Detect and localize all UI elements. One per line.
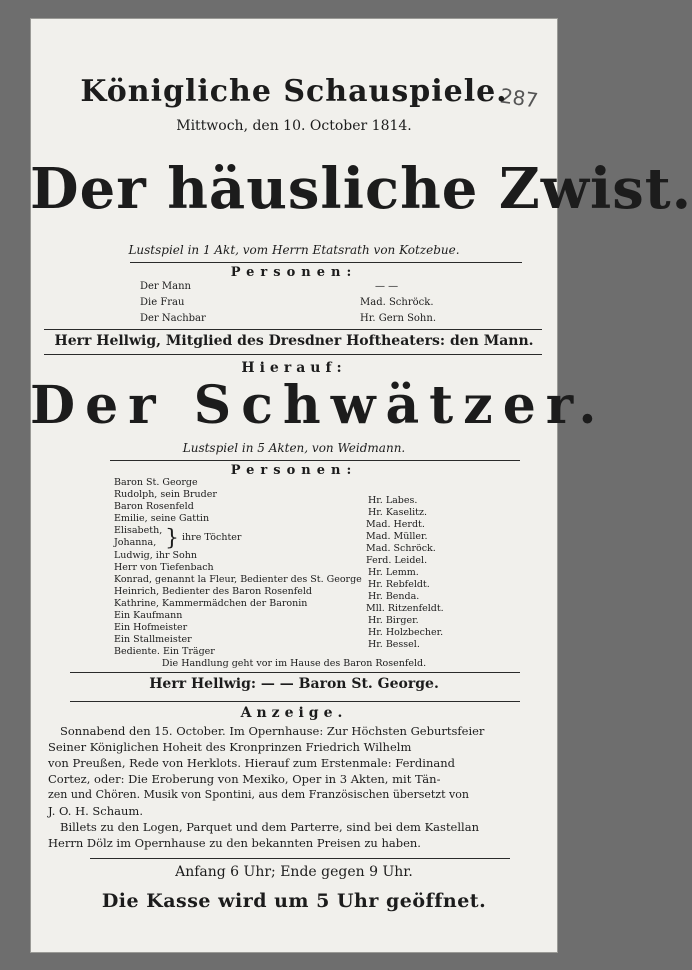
- cast-role: Bediente. Ein Träger: [114, 646, 215, 657]
- anzeige-line: J. O. H. Schaum.: [48, 804, 143, 818]
- hierauf-label: Hierauf:: [241, 360, 347, 376]
- rule: [90, 858, 510, 859]
- cast-role: Rudolph, sein Bruder: [114, 489, 217, 500]
- play1-guest-line: Herr Hellwig, Mitglied des Dresdner Hoftheaters: den Mann.: [54, 333, 534, 349]
- anzeige-line: Herrn Dölz im Opernhause zu den bekannten Preisen zu haben.: [48, 836, 421, 850]
- play2-title: Der Schwätzer.: [30, 375, 607, 436]
- cast-role: Ein Kaufmann: [114, 610, 183, 621]
- cast-role: Baron St. George: [114, 477, 198, 488]
- cast-actor: Hr. Holzbecher.: [368, 627, 444, 638]
- rule: [110, 460, 520, 461]
- cast-actor: Hr. Lemm.: [368, 567, 419, 578]
- theatre-name: Königliche Schauspiele.: [80, 74, 508, 109]
- anzeige-line: zen und Chören. Musik von Spontini, aus dem Französischen übersetzt von: [48, 788, 469, 801]
- cast-actor: Mad. Schröck.: [366, 543, 436, 554]
- play2-personen-heading: Personen:: [230, 463, 358, 478]
- rule: [44, 329, 542, 330]
- date-line: Mittwoch, den 10. October 1814.: [176, 118, 412, 134]
- anzeige-line: Cortez, oder: Die Eroberung von Mexiko, Oper in 3 Akten, mit Tän-: [48, 772, 441, 786]
- anzeige-line: von Preußen, Rede von Herklots. Hierauf zum Erstenmale: Ferdinand: [48, 756, 455, 770]
- box-office-opening: Die Kasse wird um 5 Uhr geöffnet.: [101, 890, 487, 912]
- cast-role: Ein Hofmeister: [114, 622, 188, 633]
- cast-actor: Mad. Herdt.: [366, 519, 425, 530]
- cast-role: Baron Rosenfeld: [114, 501, 194, 512]
- cast-role: Konrad, genannt la Fleur, Bedienter des St. George: [114, 574, 362, 585]
- rule: [44, 354, 542, 355]
- cast-actor: Ferd. Leidel.: [366, 555, 428, 566]
- brace-glyph: }: [165, 526, 179, 551]
- cast-role: Der Mann: [140, 281, 191, 292]
- play1-personen-heading: Personen:: [230, 265, 358, 280]
- cast-role: Der Nachbar: [140, 313, 206, 324]
- playbill-sheet: [30, 18, 692, 953]
- play2-setting: Die Handlung geht vor im Hause des Baron Rosenfeld.: [161, 658, 427, 669]
- anzeige-heading: Anzeige.: [240, 705, 348, 721]
- cast-actor: Hr. Rebfeldt.: [368, 579, 430, 590]
- cast-actor: — —: [375, 281, 399, 292]
- cast-actor: Hr. Gern Sohn.: [360, 313, 436, 324]
- play2-guest-line: Herr Hellwig: — — Baron St. George.: [149, 676, 439, 692]
- anzeige-line: Seiner Königlichen Hoheit des Kronprinzen Friedrich Wilhelm: [48, 740, 412, 754]
- cast-role: Kathrine, Kammermädchen der Baronin: [114, 598, 308, 609]
- cast-actor: Hr. Bessel.: [368, 639, 420, 650]
- cast-role: Herr von Tiefenbach: [114, 562, 214, 573]
- anzeige-line: Billets zu den Logen, Parquet und dem Parterre, sind bei dem Kastellan: [60, 820, 479, 834]
- rule: [70, 672, 520, 673]
- cast-actor: Hr. Kaselitz.: [368, 507, 427, 518]
- play1-subtitle: Lustspiel in 1 Akt, vom Herrn Etatsrath von Kotzebue.: [128, 243, 460, 257]
- cast-actor: Mad. Müller.: [366, 531, 428, 542]
- cast-role: Ludwig, ihr Sohn: [114, 550, 197, 561]
- cast-role: Die Frau: [140, 297, 185, 308]
- rule: [70, 701, 520, 702]
- daughters-note: ihre Töchter: [182, 532, 242, 543]
- cast-role: Emilie, seine Gattin: [114, 513, 210, 524]
- cast-role: Ein Stallmeister: [114, 634, 192, 645]
- play2-subtitle: Lustspiel in 5 Akten, von Weidmann.: [182, 441, 406, 455]
- cast-actor: Mll. Ritzenfeldt.: [366, 603, 444, 614]
- cast-role: Heinrich, Bedienter des Baron Rosenfeld: [114, 586, 312, 597]
- rule: [130, 262, 522, 263]
- cast-actor: Hr. Benda.: [368, 591, 420, 602]
- cast-actor: Hr. Labes.: [368, 495, 418, 506]
- cast-actor: Hr. Birger.: [368, 615, 419, 626]
- play1-title: Der häusliche Zwist.: [30, 156, 692, 222]
- archive-number: 287: [498, 83, 540, 113]
- cast-role: Elisabeth,: [114, 525, 163, 536]
- cast-role: Johanna,: [114, 537, 157, 548]
- anzeige-line: Sonnabend den 15. October. Im Opernhause: Zur Höchsten Geburtsfeier: [60, 724, 485, 738]
- performance-times: Anfang 6 Uhr; Ende gegen 9 Uhr.: [175, 864, 413, 880]
- cast-actor: Mad. Schröck.: [360, 297, 434, 308]
